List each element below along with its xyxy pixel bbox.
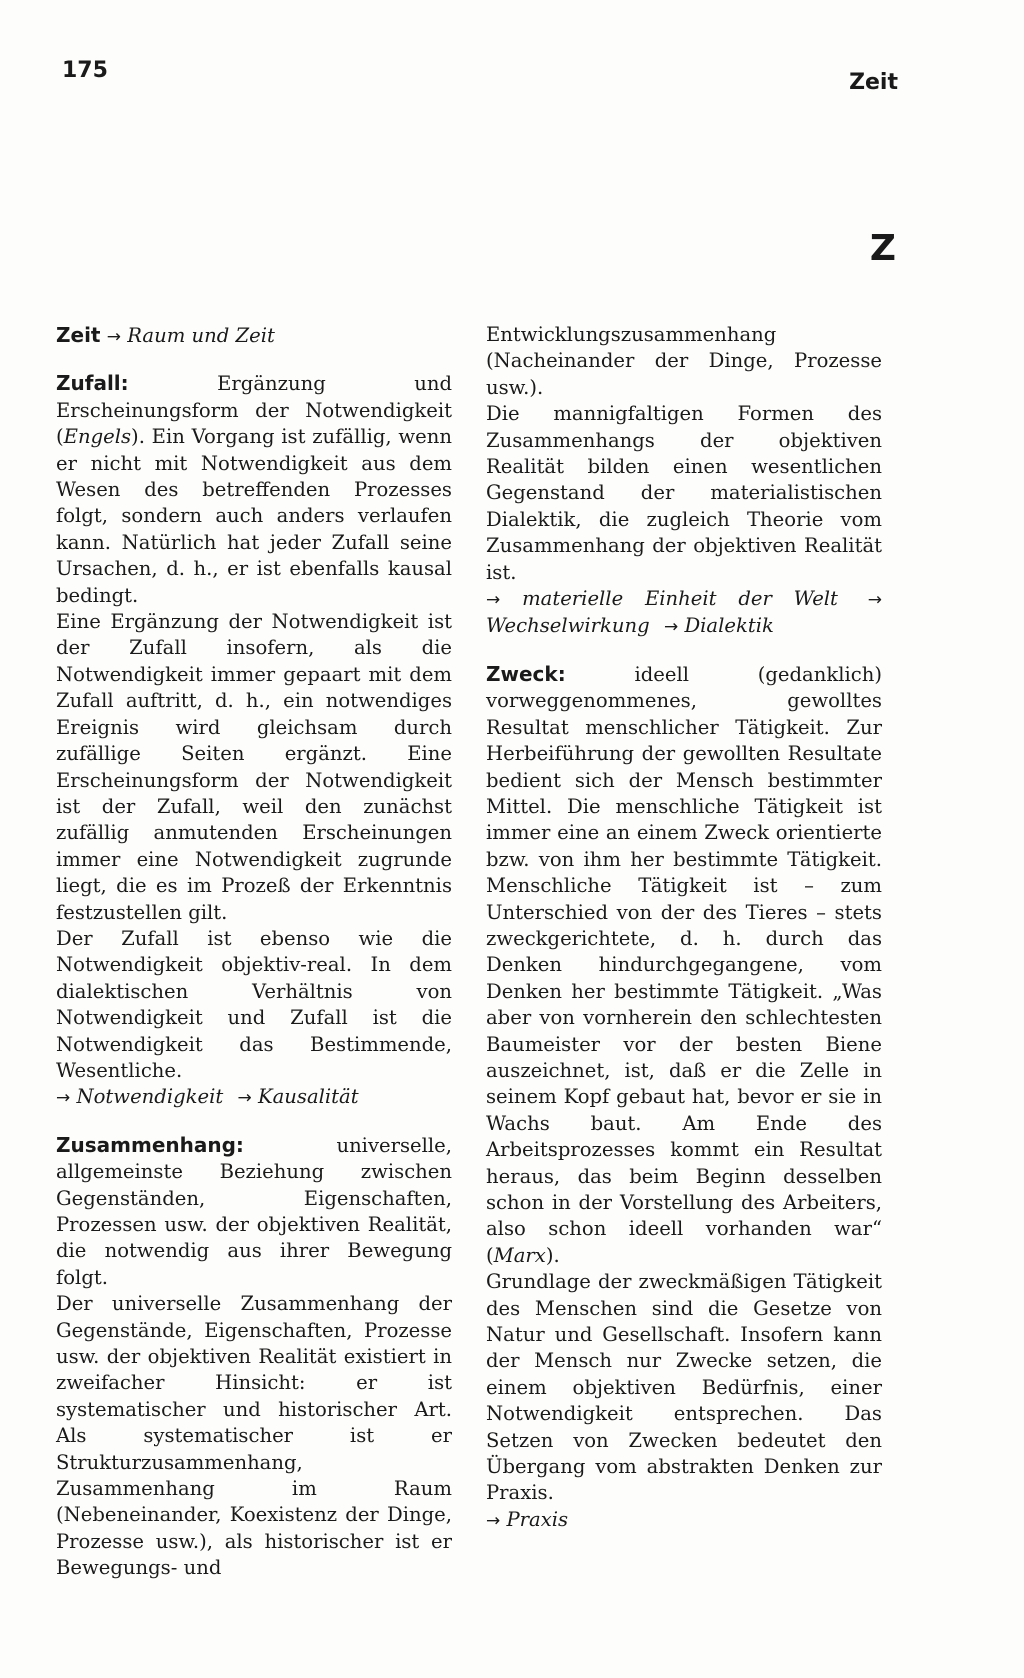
author-citation: Engels (63, 425, 132, 449)
author-citation: Marx (493, 1243, 546, 1267)
entry-zufall (56, 370, 452, 1111)
arrow-icon: → (867, 590, 883, 611)
entry-term: Zeit (56, 323, 101, 347)
paragraph: Die mannigfaltigen Formen des Zusammenhangs der objektiven Realität bilden einen wesentlichen Gegenstand der materialistischen Dialektik, die zugleich Theorie vom Zusammenhang der objektiven Realität ist. (486, 402, 882, 584)
running-head: Zeit (849, 70, 898, 95)
entry-zusammenhang (56, 1132, 452, 1582)
paragraph: Der universelle Zusammenhang der Gegenstände, Eigenschaften, Prozesse usw. der objektiven Realität existiert in zweifacher Hinsicht: er ist systematischer und historischer Art. Als systematischer ist er Strukturzusammenhang, Zusammenhang im Raum (Nebeneinander, Koexistenz der Dinge, Prozesse usw.), als historischer ist er Bewegungs- und (56, 1292, 452, 1580)
cross-reference[interactable]: Raum und Zeit (127, 324, 275, 347)
cross-reference[interactable]: Wechselwirkung (486, 614, 650, 638)
entry-zeit (56, 322, 452, 350)
cross-reference-line (486, 586, 882, 641)
arrow-icon: → (56, 1088, 71, 1109)
page-number: 175 (62, 58, 108, 83)
paragraph (486, 661, 882, 1269)
cross-reference[interactable]: Kausalität (257, 1085, 359, 1109)
entry-term: Zusammenhang: (56, 1132, 244, 1157)
section-letter: Z (869, 228, 896, 269)
left-column (56, 322, 452, 1602)
entry-term: Zweck: (486, 661, 566, 686)
paragraph (56, 370, 452, 609)
paragraph: Eine Ergänzung der Notwendigkeit ist der Zufall insofern, als die Notwendigkeit immer gepaart mit dem Zufall auftritt, d. h., ein notwendiges Ereignis wird gleichsam durch zufällige Seiten ergänzt. Eine Erscheinungsform der Notwendigkeit ist der Zufall, weil den zunächst zufällig anmutenden Erscheinungen immer eine Notwendigkeit zugrunde liegt, die es im Prozeß der Erkenntnis festzustellen gilt. (56, 610, 452, 924)
arrow-icon: → (663, 617, 679, 638)
cross-reference[interactable]: Dialektik (684, 614, 774, 638)
cross-reference[interactable]: materielle Einheit der Welt (522, 587, 838, 611)
arrow-icon: → (486, 1510, 501, 1531)
cross-reference-line (486, 1507, 882, 1534)
paragraph-text: ideell (gedanklich) vorweggenommenes, gewolltes Resultat menschlicher Tätigkeit. Zur Herbeiführung der gewollten Resultate bedient sich der Mensch bestimmter Mittel. Die menschliche Tätigkeit ist immer eine an einem Zweck orientierte bzw. von ihm her bestimmte Tätigkeit. Menschliche Tätigkeit ist – zum Unterschied von der des Tieres – stets zweckgerichtete, d. h. durch das Denken hindurchgegangene, vom Denken her bestimmte Tätigkeit. „Was aber von vornherein den schlechtesten Baumeister vor der besten Biene auszeichnet, ist, daß er die Zelle in seinem Kopf gebaut hat, bevor er sie in Wachs baut. Am Ende des Arbeitsprozesses kommt ein Resultat heraus, das beim Beginn desselben schon in der Vorstellung des Arbeiters, also schon ideell vorhanden war“ ( (486, 662, 882, 1267)
arrow-icon: → (486, 590, 501, 611)
paragraph: Der Zufall ist ebenso wie die Notwendigkeit objektiv-real. In dem dialektischen Verhältnis von Notwendigkeit und Zufall ist die Notwendigkeit das Bestimmende, Wesentliche. (56, 926, 452, 1082)
cross-reference-line (56, 1084, 452, 1111)
arrow-icon: → (237, 1088, 252, 1109)
entry-zweck (486, 661, 882, 1534)
paragraph: Entwicklungszusammenhang (Nacheinander der Dinge, Prozesse usw.). (486, 323, 882, 399)
entry-zusammenhang-continued (486, 322, 882, 641)
paragraph (56, 1132, 452, 1291)
paragraph-text: ). Ein Vorgang ist zufällig, wenn er nicht mit Notwendigkeit aus dem Wesen des betreffenden Prozesses folgt, sondern auch anders verlaufen kann. Natürlich hat jeder Zufall seine Ursachen, d. h., er ist ebenfalls kausal bedingt. (56, 425, 452, 607)
paragraph-text: ). (545, 1243, 560, 1267)
arrow-icon: → (106, 327, 121, 347)
paragraph-text: Ergänzung und Erscheinungsform der Notwendigkeit ( (56, 372, 452, 449)
entry-term: Zufall: (56, 371, 129, 396)
paragraph: Grundlage der zweckmäßigen Tätigkeit des Menschen sind die Gesetze von Natur und Gesellschaft. Insofern kann der Mensch nur Zwecke setzen, die einem objektiven Bedürfnis, einer Notwendigkeit entsprechen. Das Setzen von Zwecken bedeutet den Übergang vom abstrakten Denken zur Praxis. (486, 1270, 882, 1505)
cross-reference[interactable]: Praxis (506, 1507, 569, 1531)
cross-reference[interactable]: Notwendigkeit (76, 1085, 224, 1109)
paragraph-text: universelle, allgemeinste Beziehung zwischen Gegenständen, Eigenschaften, Prozessen usw. der objektiven Realität, die notwendig aus ihrer Bewegung folgt. (56, 1133, 452, 1289)
right-column (486, 322, 882, 1554)
